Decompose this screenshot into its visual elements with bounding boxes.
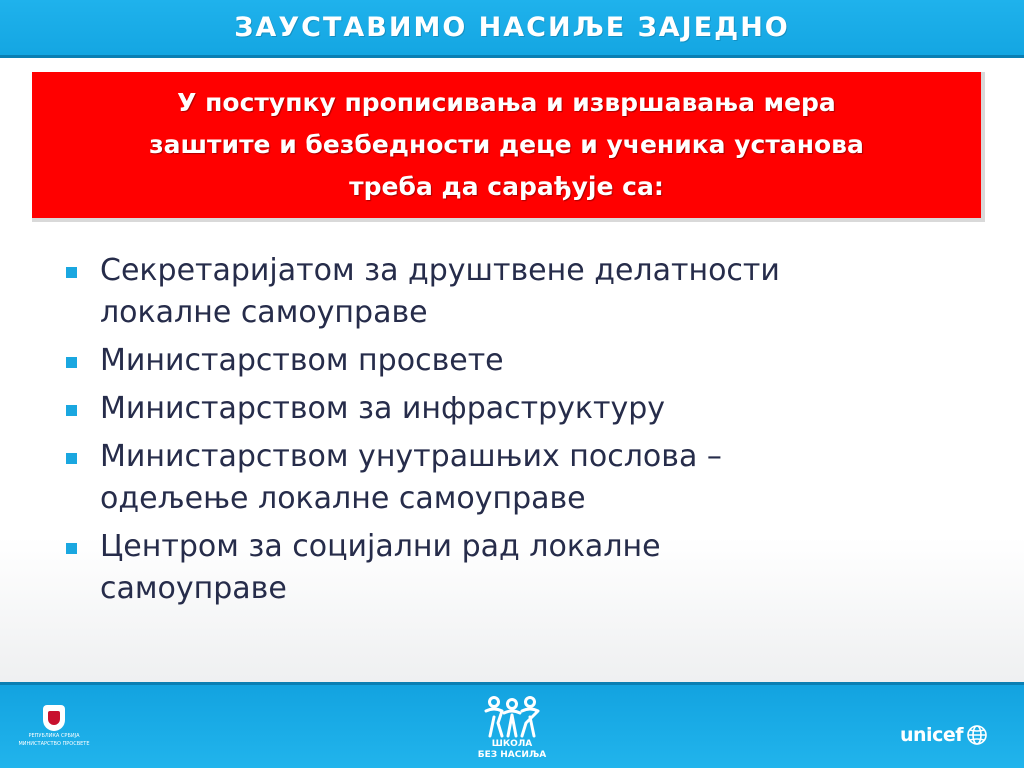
bullet-text: локалне самоуправе	[100, 295, 428, 330]
ministry-caption: МИНИСТАРСТВО ПРОСВЕТЕ	[18, 741, 90, 747]
square-bullet-icon	[66, 453, 77, 464]
bullet-text: Секретаријатом за друштвене делатности	[100, 253, 780, 288]
square-bullet-icon	[66, 357, 77, 368]
square-bullet-icon	[66, 267, 77, 278]
list-item	[62, 436, 962, 520]
bullet-text: одељење локалне самоуправе	[100, 481, 586, 516]
title-line: У поступку прописивања и извршавања мера	[177, 88, 836, 117]
bottom-banner	[0, 682, 1024, 768]
school-caption: ШКОЛА	[491, 739, 533, 749]
bullet-text: самоуправе	[100, 571, 287, 606]
ministry-logo	[14, 705, 94, 757]
serbian-coat-of-arms-icon	[43, 705, 65, 731]
title-line: заштите и безбедности деце и ученика установа	[149, 130, 864, 159]
title-box	[32, 72, 985, 222]
list-item	[62, 526, 962, 610]
school-caption: БЕЗ НАСИЉА	[477, 750, 547, 760]
banner-title: ЗАУСТАВИМО НАСИЉЕ ЗАЈЕДНО	[234, 12, 790, 43]
bullet-text: Министарством унутрашњих послова –	[100, 439, 722, 474]
square-bullet-icon	[66, 405, 77, 416]
bullet-list	[62, 250, 962, 616]
school-logo	[472, 695, 552, 767]
bullet-text: Министарством за инфраструктуру	[100, 391, 666, 426]
list-item	[62, 388, 962, 430]
title-line: треба да сарађује са:	[349, 172, 664, 201]
children-figures-icon	[482, 695, 542, 739]
list-item	[62, 250, 962, 334]
unicef-globe-icon	[965, 723, 989, 747]
unicef-wordmark: unicef	[900, 724, 963, 746]
bullet-text: Министарством просвете	[100, 343, 504, 378]
square-bullet-icon	[66, 543, 77, 554]
ministry-caption: РЕПУБЛИКА СРБИЈА	[28, 733, 80, 739]
unicef-logo	[900, 723, 989, 747]
list-item	[62, 340, 962, 382]
bullet-text: Центром за социјални рад локалне	[100, 529, 661, 564]
top-banner	[0, 0, 1024, 58]
